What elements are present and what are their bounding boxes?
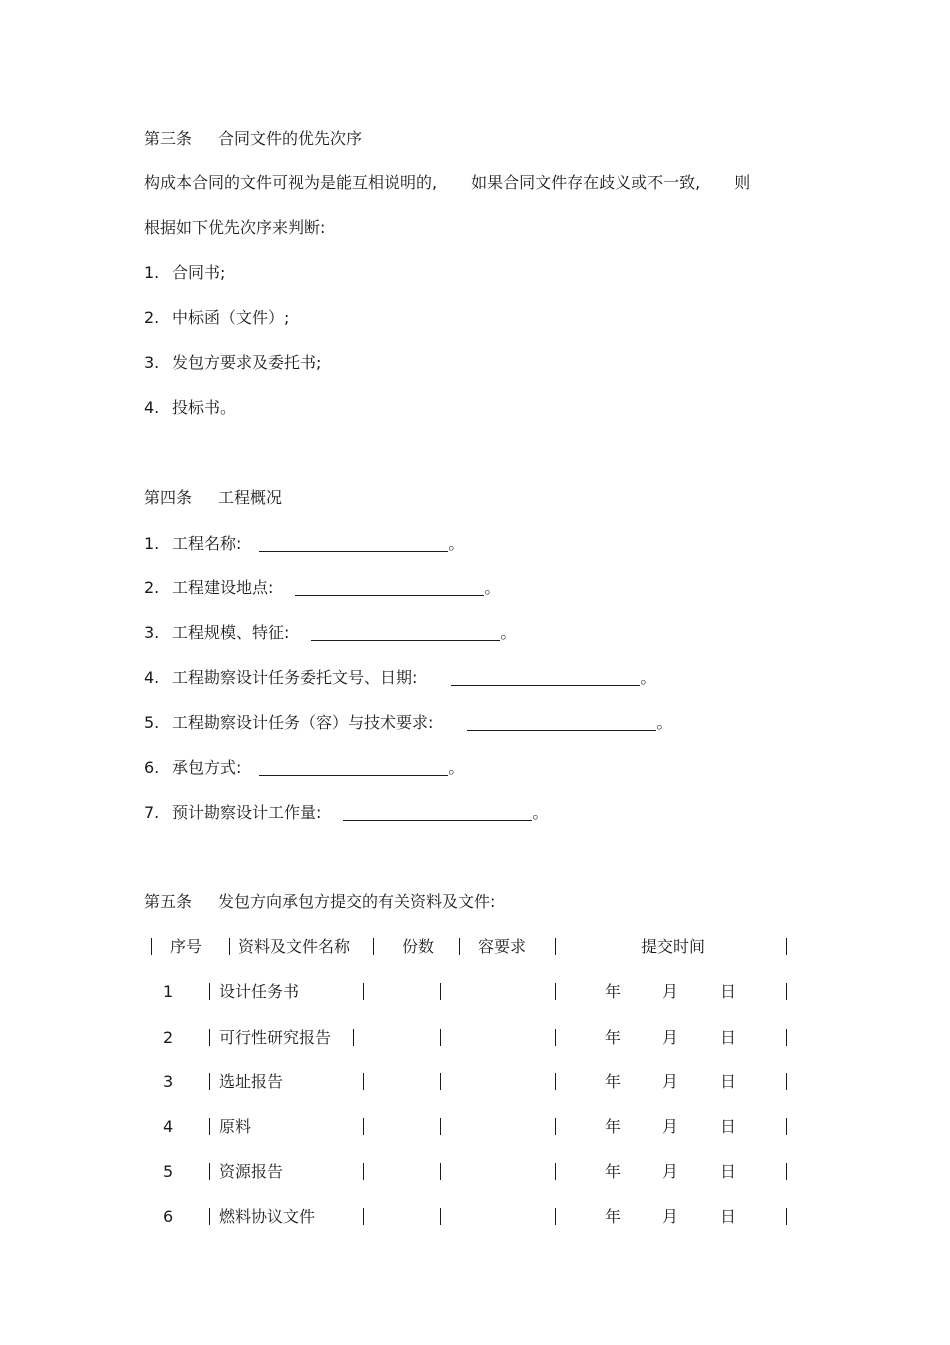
table-separator (209, 983, 210, 1000)
article3-paragraph-line1 (144, 172, 750, 194)
item-label: 工程规模、特征: (172, 623, 290, 642)
item-end: 。 (640, 668, 657, 687)
item-number: 3. (144, 353, 160, 372)
item-text: 合同书; (172, 263, 226, 282)
row-year: 年 (605, 1028, 622, 1047)
table-separator (555, 983, 556, 1000)
row-month: 月 (662, 1117, 679, 1136)
table-separator (363, 1163, 364, 1180)
table-separator (555, 1029, 556, 1046)
row-seq: 6 (163, 1207, 174, 1226)
table-separator (786, 1118, 787, 1135)
table-separator (209, 1118, 210, 1135)
item-number: 6. (144, 758, 160, 777)
table-separator (440, 1118, 441, 1135)
table-separator (440, 1208, 441, 1225)
fill-in-blank[interactable] (259, 759, 448, 776)
table-separator (209, 1163, 210, 1180)
row-seq: 5 (163, 1162, 174, 1181)
table-separator (440, 1029, 441, 1046)
row-name: 可行性研究报告 (219, 1028, 332, 1047)
row-name: 资源报告 (219, 1162, 284, 1181)
row-year: 年 (605, 1072, 622, 1091)
table-separator (151, 938, 152, 955)
article3-heading (144, 128, 362, 150)
item-label: 工程名称: (172, 534, 242, 553)
header-seq: 序号 (170, 937, 203, 956)
table-separator (786, 938, 787, 955)
table-separator (786, 1163, 787, 1180)
article3-para-part-b: 如果合同文件存在歧义或不一致, (471, 173, 701, 192)
article5-heading-number: 第五条 (144, 892, 193, 911)
table-separator (229, 938, 230, 955)
article4-item (144, 622, 516, 644)
fill-in-blank[interactable] (451, 669, 640, 686)
item-end: 。 (448, 758, 465, 777)
item-label: 预计勘察设计工作量: (172, 803, 322, 822)
item-number: 3. (144, 623, 160, 642)
row-month: 月 (662, 1072, 679, 1091)
item-end: 。 (484, 578, 501, 597)
table-separator (209, 1029, 210, 1046)
item-end: 。 (532, 803, 549, 822)
article3-para-part-c: 则 (734, 173, 751, 192)
item-end: 。 (500, 623, 517, 642)
article3-heading-title: 合同文件的优先次序 (218, 129, 363, 148)
fill-in-blank[interactable] (343, 804, 532, 821)
table-separator (786, 1208, 787, 1225)
table-separator (440, 983, 441, 1000)
table-separator (786, 1029, 787, 1046)
table-separator (209, 1208, 210, 1225)
table-separator (363, 983, 364, 1000)
article3-para-part-a: 构成本合同的文件可视为是能互相说明的, (144, 173, 438, 192)
item-end: 。 (656, 713, 673, 732)
table-separator (363, 1208, 364, 1225)
row-seq: 1 (163, 982, 174, 1001)
item-number: 2. (144, 308, 160, 327)
row-name: 设计任务书 (219, 982, 300, 1001)
row-month: 月 (662, 1028, 679, 1047)
header-name: 资料及文件名称 (238, 937, 351, 956)
row-name: 燃料协议文件 (219, 1207, 316, 1226)
item-text: 投标书。 (172, 398, 237, 417)
item-label: 工程勘察设计任务委托文号、日期: (172, 668, 418, 687)
row-day: 日 (720, 982, 737, 1001)
row-seq: 3 (163, 1072, 174, 1091)
item-number: 4. (144, 668, 160, 687)
article4-heading (144, 487, 282, 509)
article4-heading-number: 第四条 (144, 488, 193, 507)
article3-item (144, 352, 321, 374)
table-separator (440, 1163, 441, 1180)
article3-paragraph-line2: 根据如下优先次序来判断: (144, 218, 326, 237)
item-number: 2. (144, 578, 160, 597)
table-separator (353, 1029, 354, 1046)
row-year: 年 (605, 1207, 622, 1226)
article4-item (144, 802, 548, 824)
article4-heading-title: 工程概况 (218, 488, 283, 507)
article3-item (144, 262, 225, 284)
item-label: 承包方式: (172, 758, 242, 777)
table-separator (209, 1073, 210, 1090)
table-separator (373, 938, 374, 955)
article3-item (144, 397, 236, 419)
item-number: 5. (144, 713, 160, 732)
article3-heading-number: 第三条 (144, 129, 193, 148)
table-separator (363, 1118, 364, 1135)
item-label: 工程建设地点: (172, 578, 274, 597)
row-year: 年 (605, 1117, 622, 1136)
item-text: 中标函（文件）; (172, 308, 290, 327)
fill-in-blank[interactable] (295, 579, 484, 596)
table-separator (555, 938, 556, 955)
table-separator (363, 1073, 364, 1090)
row-seq: 4 (163, 1117, 174, 1136)
article3-item (144, 307, 289, 329)
article5-heading-title: 发包方向承包方提交的有关资料及文件: (218, 892, 496, 911)
article4-item (144, 757, 464, 779)
fill-in-blank[interactable] (259, 535, 448, 552)
item-label: 工程勘察设计任务（容）与技术要求: (172, 713, 434, 732)
table-separator (555, 1208, 556, 1225)
header-copies: 份数 (402, 937, 435, 956)
header-time: 提交时间 (641, 937, 706, 956)
header-content: 容要求 (478, 937, 527, 956)
row-name: 原料 (219, 1117, 252, 1136)
item-text: 发包方要求及委托书; (172, 353, 322, 372)
table-separator (786, 983, 787, 1000)
row-month: 月 (662, 982, 679, 1001)
row-day: 日 (720, 1028, 737, 1047)
row-day: 日 (720, 1162, 737, 1181)
article4-item (144, 712, 672, 734)
fill-in-blank[interactable] (311, 624, 500, 641)
item-number: 1. (144, 534, 160, 553)
table-separator (555, 1073, 556, 1090)
article5-heading (144, 891, 495, 913)
row-day: 日 (720, 1117, 737, 1136)
table-separator (555, 1118, 556, 1135)
fill-in-blank[interactable] (467, 714, 656, 731)
row-year: 年 (605, 1162, 622, 1181)
article4-item (144, 533, 464, 555)
table-separator (440, 1073, 441, 1090)
row-month: 月 (662, 1207, 679, 1226)
table-separator (555, 1163, 556, 1180)
item-number: 7. (144, 803, 160, 822)
item-end: 。 (448, 534, 465, 553)
row-seq: 2 (163, 1028, 174, 1047)
row-year: 年 (605, 982, 622, 1001)
row-day: 日 (720, 1072, 737, 1091)
article4-item (144, 667, 656, 689)
row-name: 选址报告 (219, 1072, 284, 1091)
item-number: 4. (144, 398, 160, 417)
item-number: 1. (144, 263, 160, 282)
row-month: 月 (662, 1162, 679, 1181)
article4-item (144, 577, 500, 599)
row-day: 日 (720, 1207, 737, 1226)
table-separator (459, 938, 460, 955)
table-separator (786, 1073, 787, 1090)
